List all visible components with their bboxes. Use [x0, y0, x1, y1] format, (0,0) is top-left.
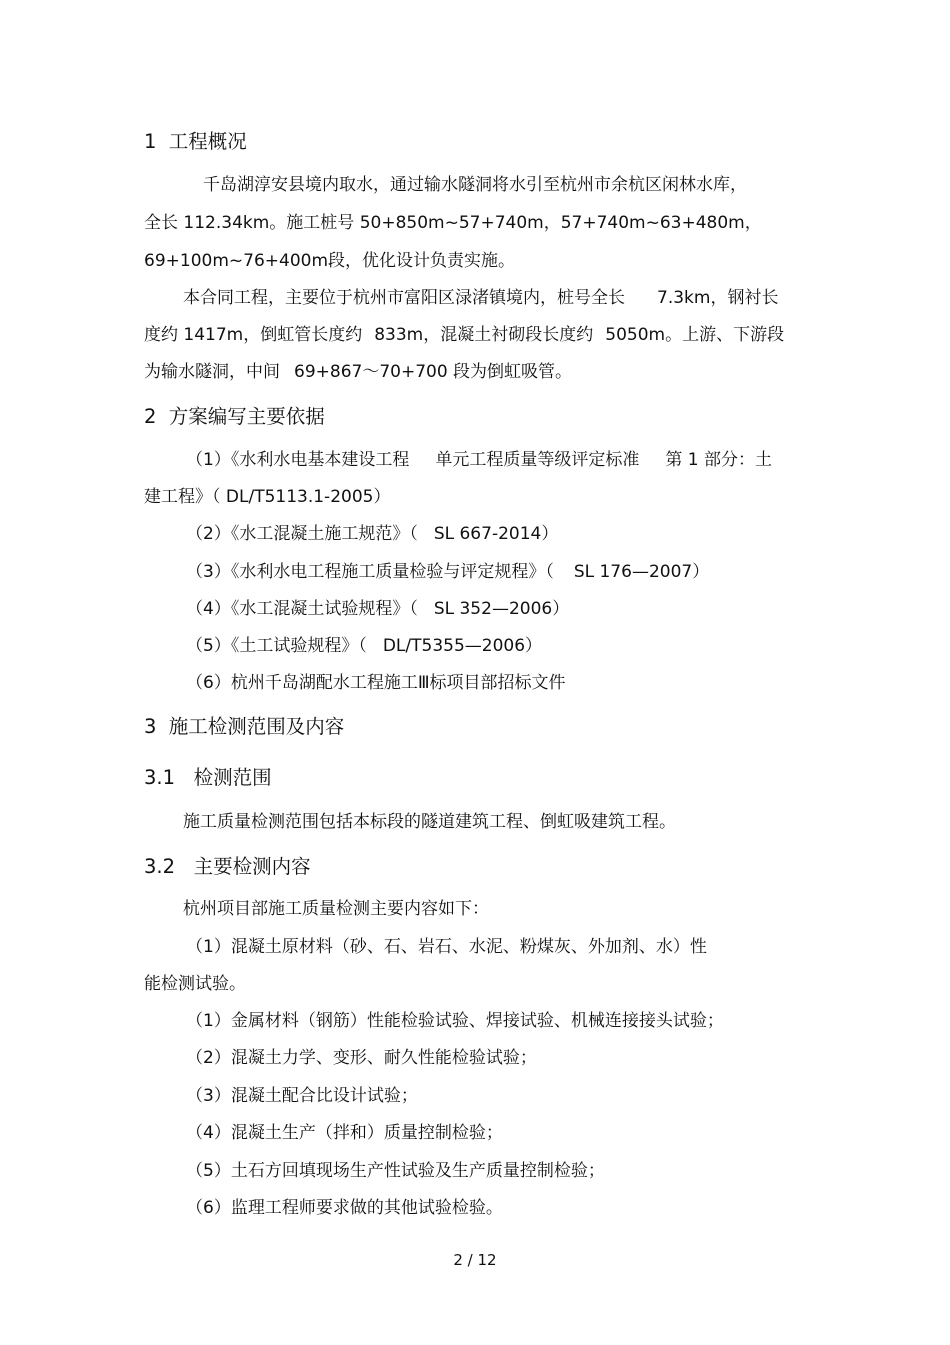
text-segment: DL/T5355—2006）	[382, 636, 543, 656]
text-segment: 69+867～70+700 段为倒虹吸管。	[294, 362, 573, 382]
text-segment: （2）《水工混凝土施工规范》（	[186, 524, 418, 544]
section-3-heading: 3 施工检测范围及内容	[144, 715, 345, 738]
text-segment: （3）《水利水电工程施工质量检验与评定规程》（	[186, 562, 554, 582]
list-item: （4）混凝土生产（拌和）质量控制检验；	[186, 1123, 503, 1143]
text-segment: 本合同工程，主要位于杭州市富阳区渌渚镇境内，桩号全长	[183, 288, 625, 308]
paragraph-line: 全长 112.34km。施工桩号 50+850m~57+740m，57+740m~63+480m，	[144, 213, 762, 233]
list-item: （1）混凝土原材料（砂、石、岩石、水泥、粉煤灰、外加剂、水）性	[186, 937, 707, 957]
section-1-heading: 1 工程概况	[144, 130, 247, 153]
reference-item	[186, 524, 558, 544]
reference-item-continuation: 建工程》（ DL/T5113.1-2005）	[144, 487, 391, 507]
paragraph-line: 69+100m~76+400m段，优化设计负责实施。	[144, 251, 516, 271]
reference-item	[186, 636, 542, 656]
list-item: （3）混凝土配合比设计试验；	[186, 1086, 418, 1106]
text-segment: （1）《水利水电基本建设工程	[186, 450, 410, 470]
text-segment: 833m，混凝土衬砌段长度约	[374, 325, 594, 345]
list-item: （5）土石方回填现场生产性试验及生产质量控制检验；	[186, 1161, 605, 1181]
page-number: 2 / 12	[453, 1251, 497, 1269]
paragraph-line	[183, 288, 778, 308]
paragraph-line: 施工质量检测范围包括本标段的隧道建筑工程、倒虹吸建筑工程。	[183, 812, 676, 832]
paragraph-line	[144, 362, 572, 382]
paragraph-line: 千岛湖淳安县境内取水，通过输水隧洞将水引至杭州市余杭区闲林水库，	[203, 175, 747, 195]
reference-item: （6）杭州千岛湖配水工程施工Ⅲ标项目部招标文件	[186, 673, 566, 693]
paragraph-line	[144, 325, 784, 345]
reference-item	[186, 562, 709, 582]
text-segment: 第 1 部分：土	[665, 450, 772, 470]
section-3-2-heading: 3.2 主要检测内容	[144, 855, 311, 878]
section-3-1-heading: 3.1 检测范围	[144, 766, 272, 789]
list-item-continuation: 能检测试验。	[144, 974, 246, 994]
reference-item	[186, 450, 772, 470]
text-segment: （5）《土工试验规程》（	[186, 636, 367, 656]
text-segment: 单元工程质量等级评定标准	[435, 450, 640, 470]
text-segment: 5050m。上游、下游段	[605, 325, 785, 345]
text-segment: 为输水隧洞，中间	[144, 362, 280, 382]
list-item: （2）混凝土力学、变形、耐久性能检验试验；	[186, 1048, 537, 1068]
text-segment: SL 667-2014）	[433, 524, 559, 544]
text-segment: SL 176—2007）	[573, 562, 710, 582]
list-item: （1）金属材料（钢筋）性能检验试验、焊接试验、机械连接接头试验；	[186, 1011, 724, 1031]
text-segment: 度约 1417m，倒虹管长度约	[144, 325, 363, 345]
text-segment: SL 352—2006）	[433, 599, 570, 619]
reference-item	[186, 599, 569, 619]
text-segment: 7.3km，钢衬长	[657, 288, 779, 308]
list-item: （6）监理工程师要求做的其他试验检验。	[186, 1198, 503, 1218]
paragraph-line: 杭州项目部施工质量检测主要内容如下：	[183, 899, 489, 919]
text-segment: （4）《水工混凝土试验规程》（	[186, 599, 418, 619]
section-2-heading: 2 方案编写主要依据	[144, 405, 325, 428]
